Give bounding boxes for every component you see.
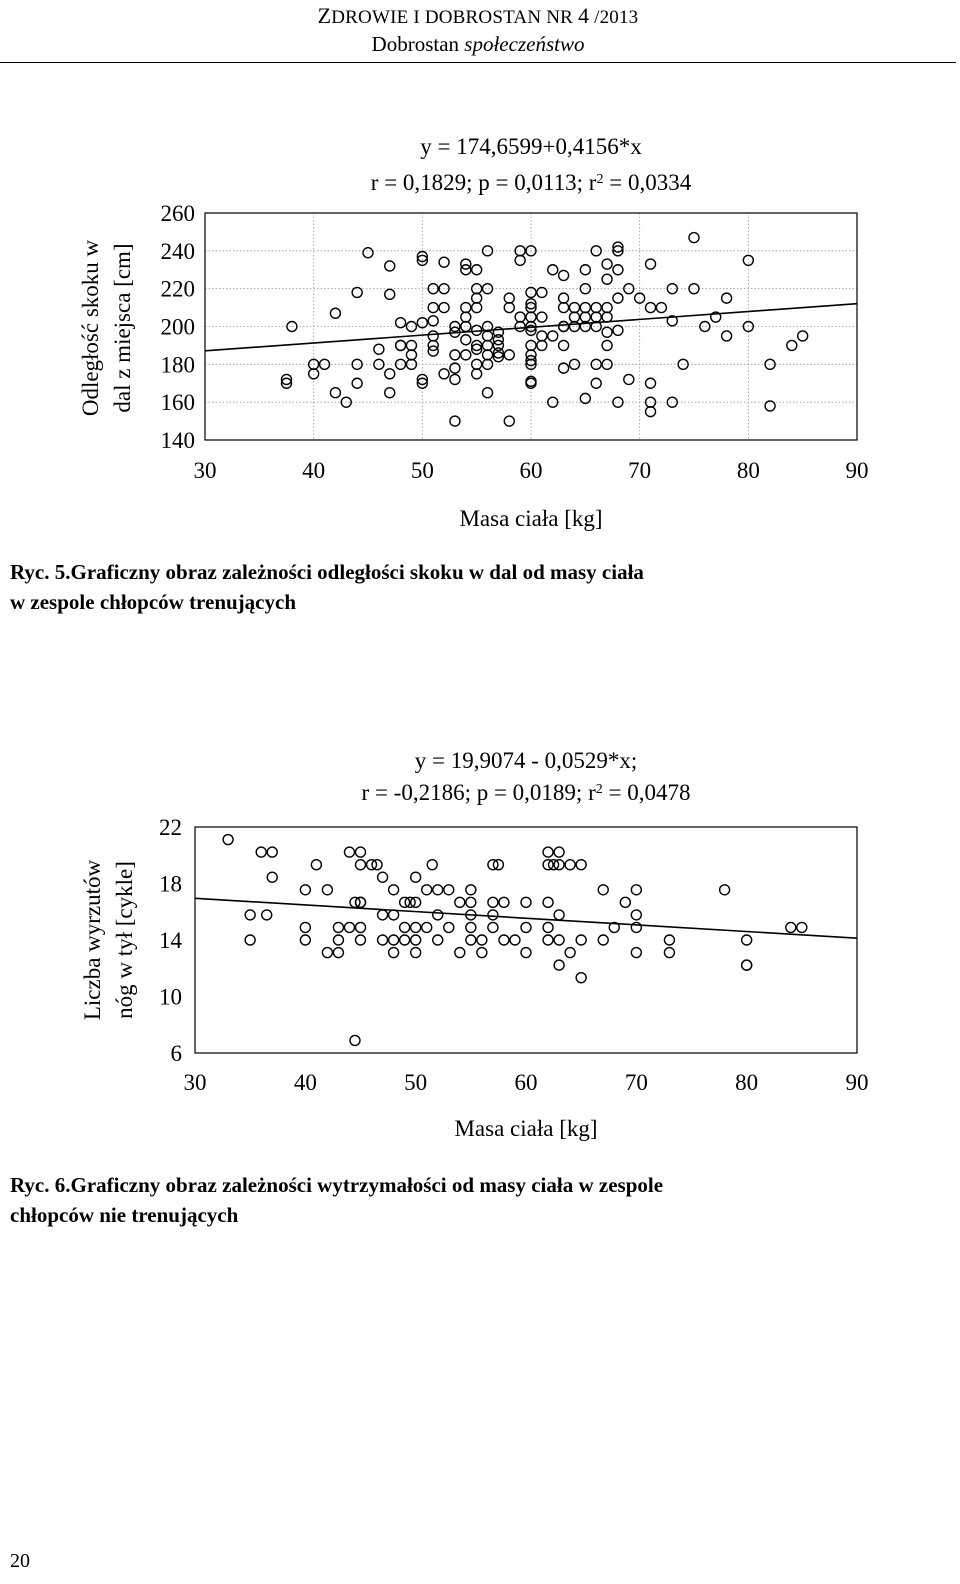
data-point <box>700 322 710 332</box>
data-point <box>559 270 569 280</box>
data-point <box>548 331 558 341</box>
data-point <box>428 331 438 341</box>
y-tick-label: 6 <box>170 1041 182 1066</box>
data-point <box>287 322 297 332</box>
data-point <box>427 860 437 870</box>
data-point <box>543 935 553 945</box>
y-tick-label: 18 <box>159 871 182 897</box>
figure5-caption: Ryc. 5.Graficzny obraz zależności odległości skoku w dal od masy ciała w zespole chłopców trenujących <box>10 560 644 614</box>
data-point <box>455 897 465 907</box>
data-point <box>267 872 277 882</box>
data-point <box>559 340 569 350</box>
data-point <box>455 948 465 958</box>
data-point <box>389 910 399 920</box>
data-point <box>352 359 362 369</box>
data-point <box>483 246 493 256</box>
data-point <box>389 885 399 895</box>
data-point <box>664 948 674 958</box>
data-point <box>646 259 656 269</box>
data-point <box>602 259 612 269</box>
data-point <box>333 948 343 958</box>
data-point <box>428 316 438 326</box>
data-point <box>722 331 732 341</box>
data-point <box>378 872 388 882</box>
data-point <box>428 303 438 313</box>
y-tick-label: 240 <box>160 238 195 264</box>
data-point <box>411 948 421 958</box>
data-point <box>598 935 608 945</box>
y-tick-label: 220 <box>160 276 195 302</box>
x-tick-label: 50 <box>404 1070 428 1095</box>
x-tick-label: 40 <box>293 1070 317 1095</box>
data-point <box>554 935 564 945</box>
data-point <box>576 935 586 945</box>
data-point <box>472 293 482 303</box>
y-tick-label: 10 <box>159 984 182 1010</box>
data-point <box>378 910 388 920</box>
plot-frame <box>195 827 857 1053</box>
data-point <box>330 308 340 318</box>
data-point <box>569 312 579 322</box>
data-point <box>483 350 493 360</box>
data-point <box>504 293 514 303</box>
x-tick-label: 50 <box>410 458 434 483</box>
scatter-plot-endurance-vs-mass <box>0 738 960 1158</box>
data-point <box>537 331 547 341</box>
data-point <box>488 910 498 920</box>
data-point <box>624 374 634 384</box>
y-tick-label: 180 <box>160 352 195 378</box>
x-tick-label: 30 <box>193 458 217 483</box>
data-point <box>576 860 586 870</box>
figure6-caption: Ryc. 6.Graficzny obraz zależności wytrzymałości od masy ciała w zespole chłopców nie trenujących <box>10 1173 664 1227</box>
y-axis-label: Liczba wyrzutów <box>80 859 105 1021</box>
data-point <box>667 284 677 294</box>
data-point <box>483 388 493 398</box>
data-point <box>466 935 476 945</box>
data-point <box>406 340 416 350</box>
data-point <box>461 335 471 345</box>
data-point <box>488 922 498 932</box>
data-point <box>461 322 471 332</box>
data-point <box>515 255 525 265</box>
data-point <box>631 910 641 920</box>
data-point <box>554 847 564 857</box>
data-point <box>569 359 579 369</box>
data-point <box>400 935 410 945</box>
chart-subtitle: r = -0,2186; p = 0,0189; $r^2 = 0,0478$ <box>361 780 691 805</box>
data-point <box>472 284 482 294</box>
data-point <box>613 397 623 407</box>
data-point <box>385 369 395 379</box>
data-point <box>411 872 421 882</box>
data-point <box>483 331 493 341</box>
y-axis-label: Odległość skoku w <box>78 239 103 417</box>
data-point <box>576 973 586 983</box>
data-point <box>444 885 454 895</box>
data-point <box>537 312 547 322</box>
data-point <box>580 303 590 313</box>
y-tick-label: 260 <box>160 201 195 226</box>
y-tick-label: 200 <box>160 314 195 340</box>
data-point <box>483 284 493 294</box>
y-tick-label: 14 <box>159 928 182 953</box>
data-point <box>344 922 354 932</box>
scatter-plot-jump-vs-mass <box>0 128 960 538</box>
data-point <box>356 860 366 870</box>
data-point <box>444 922 454 932</box>
data-point <box>356 935 366 945</box>
x-axis-label: Masa ciała [kg] <box>459 506 603 531</box>
data-point <box>352 378 362 388</box>
data-point <box>466 922 476 932</box>
data-point <box>631 885 641 895</box>
data-point <box>472 303 482 313</box>
data-point <box>559 363 569 373</box>
data-point <box>602 340 612 350</box>
data-point <box>765 401 775 411</box>
data-point <box>406 322 416 332</box>
data-point <box>797 922 807 932</box>
data-point <box>300 935 310 945</box>
data-point <box>743 255 753 265</box>
data-point <box>330 388 340 398</box>
data-point <box>433 935 443 945</box>
data-point <box>461 312 471 322</box>
page-number: 20 <box>10 1550 30 1572</box>
data-point <box>466 885 476 895</box>
data-point <box>602 303 612 313</box>
data-point <box>786 922 796 932</box>
data-point <box>548 265 558 275</box>
data-point <box>300 885 310 895</box>
data-point <box>602 359 612 369</box>
data-point <box>689 233 699 243</box>
data-point <box>461 303 471 313</box>
data-point <box>656 303 666 313</box>
data-point <box>322 948 332 958</box>
chart-title: y = 174,6599+0,4156*x <box>420 134 642 159</box>
data-point <box>374 359 384 369</box>
data-point <box>798 331 808 341</box>
data-point <box>765 359 775 369</box>
data-point <box>333 935 343 945</box>
journal-title: ZDROWIE I DOBROSTAN NR 4 /2013 <box>317 3 639 28</box>
data-point <box>450 374 460 384</box>
data-point <box>400 922 410 932</box>
data-point <box>580 312 590 322</box>
data-point <box>722 293 732 303</box>
data-point <box>554 960 564 970</box>
data-point <box>433 910 443 920</box>
data-point <box>613 325 623 335</box>
data-point <box>720 885 730 895</box>
data-point <box>333 922 343 932</box>
data-point <box>580 284 590 294</box>
x-tick-label: 90 <box>845 1070 869 1095</box>
y-tick-label: 160 <box>160 390 195 416</box>
data-point <box>439 369 449 379</box>
data-point <box>396 359 406 369</box>
data-point <box>256 847 266 857</box>
data-point <box>565 948 575 958</box>
data-point <box>521 922 531 932</box>
data-point <box>504 350 514 360</box>
data-point <box>678 359 688 369</box>
data-point <box>543 922 553 932</box>
data-point <box>356 922 366 932</box>
data-point <box>787 340 797 350</box>
data-point <box>466 897 476 907</box>
data-point <box>664 935 674 945</box>
data-point <box>311 860 321 870</box>
data-point <box>322 885 332 895</box>
data-point <box>602 312 612 322</box>
data-point <box>356 847 366 857</box>
data-point <box>598 885 608 895</box>
data-point <box>510 935 520 945</box>
data-point <box>309 369 319 379</box>
data-point <box>646 407 656 417</box>
data-point <box>631 922 641 932</box>
data-point <box>515 312 525 322</box>
data-point <box>396 340 406 350</box>
chart-subtitle: r = 0,1829; p = 0,0113; $r^2 = 0,0334$ <box>370 170 692 195</box>
data-point <box>613 265 623 275</box>
data-point <box>488 897 498 907</box>
data-point <box>526 312 536 322</box>
data-point <box>223 835 233 845</box>
data-point <box>537 340 547 350</box>
y-tick-label: 22 <box>159 815 182 840</box>
data-point <box>461 350 471 360</box>
data-point <box>689 284 699 294</box>
data-point <box>667 397 677 407</box>
data-point <box>742 935 752 945</box>
data-point <box>543 897 553 907</box>
data-point <box>483 340 493 350</box>
data-point <box>620 897 630 907</box>
data-point <box>300 922 310 932</box>
data-point <box>477 935 487 945</box>
data-point <box>504 303 514 313</box>
data-point <box>591 378 601 388</box>
page-header <box>0 0 956 63</box>
data-point <box>385 261 395 271</box>
data-point <box>245 935 255 945</box>
data-point <box>450 350 460 360</box>
data-point <box>262 910 272 920</box>
x-tick-label: 80 <box>735 1070 759 1095</box>
x-tick-label: 80 <box>736 458 760 483</box>
data-point <box>565 860 575 870</box>
data-point <box>374 344 384 354</box>
data-point <box>389 948 399 958</box>
data-point <box>569 322 579 332</box>
data-point <box>554 910 564 920</box>
x-tick-label: 60 <box>519 458 543 483</box>
data-point <box>245 910 255 920</box>
data-point <box>406 359 416 369</box>
data-point <box>385 388 395 398</box>
chart-title: y = 19,9074 - 0,0529*x; <box>414 748 638 773</box>
data-point <box>411 922 421 932</box>
data-point <box>385 289 395 299</box>
data-point <box>411 935 421 945</box>
data-point <box>422 885 432 895</box>
data-point <box>378 935 388 945</box>
data-point <box>267 847 277 857</box>
data-point <box>742 960 752 970</box>
data-point <box>433 885 443 895</box>
x-tick-label: 70 <box>628 458 652 483</box>
data-point <box>559 293 569 303</box>
x-tick-label: 90 <box>845 458 869 483</box>
data-point <box>580 265 590 275</box>
data-point <box>472 369 482 379</box>
data-point <box>521 897 531 907</box>
data-point <box>499 897 509 907</box>
data-point <box>631 948 641 958</box>
data-point <box>439 303 449 313</box>
data-point <box>559 322 569 332</box>
data-point <box>646 303 656 313</box>
data-point <box>591 359 601 369</box>
data-point <box>344 847 354 857</box>
y-axis-label: dal z miejsca [cm] <box>110 243 135 413</box>
data-point <box>602 327 612 337</box>
y-axis-label: nóg w tył [cykle] <box>112 861 137 1019</box>
data-point <box>352 287 362 297</box>
data-point <box>559 303 569 313</box>
data-point <box>504 416 514 426</box>
x-axis-label: Masa ciała [kg] <box>454 1116 598 1141</box>
x-tick-label: 40 <box>302 458 326 483</box>
data-point <box>472 359 482 369</box>
data-point <box>422 922 432 932</box>
data-point <box>396 318 406 328</box>
data-point <box>406 350 416 360</box>
data-point <box>483 359 493 369</box>
section-title: Dobrostan społeczeństwo <box>371 32 585 56</box>
x-tick-label: 60 <box>514 1070 538 1095</box>
data-point <box>602 274 612 284</box>
data-point <box>591 246 601 256</box>
data-point <box>646 378 656 388</box>
data-point <box>613 293 623 303</box>
data-point <box>472 265 482 275</box>
data-point <box>521 948 531 958</box>
data-point <box>580 393 590 403</box>
data-point <box>591 312 601 322</box>
data-point <box>477 948 487 958</box>
y-tick-label: 140 <box>160 428 195 453</box>
data-point <box>363 248 373 258</box>
data-point <box>526 340 536 350</box>
data-point <box>591 303 601 313</box>
data-point <box>543 847 553 857</box>
data-point <box>499 935 509 945</box>
data-point <box>569 303 579 313</box>
data-point <box>450 416 460 426</box>
data-point <box>439 257 449 267</box>
data-point <box>350 1035 360 1045</box>
x-tick-label: 70 <box>624 1070 648 1095</box>
data-point <box>389 935 399 945</box>
x-tick-label: 30 <box>183 1070 207 1095</box>
